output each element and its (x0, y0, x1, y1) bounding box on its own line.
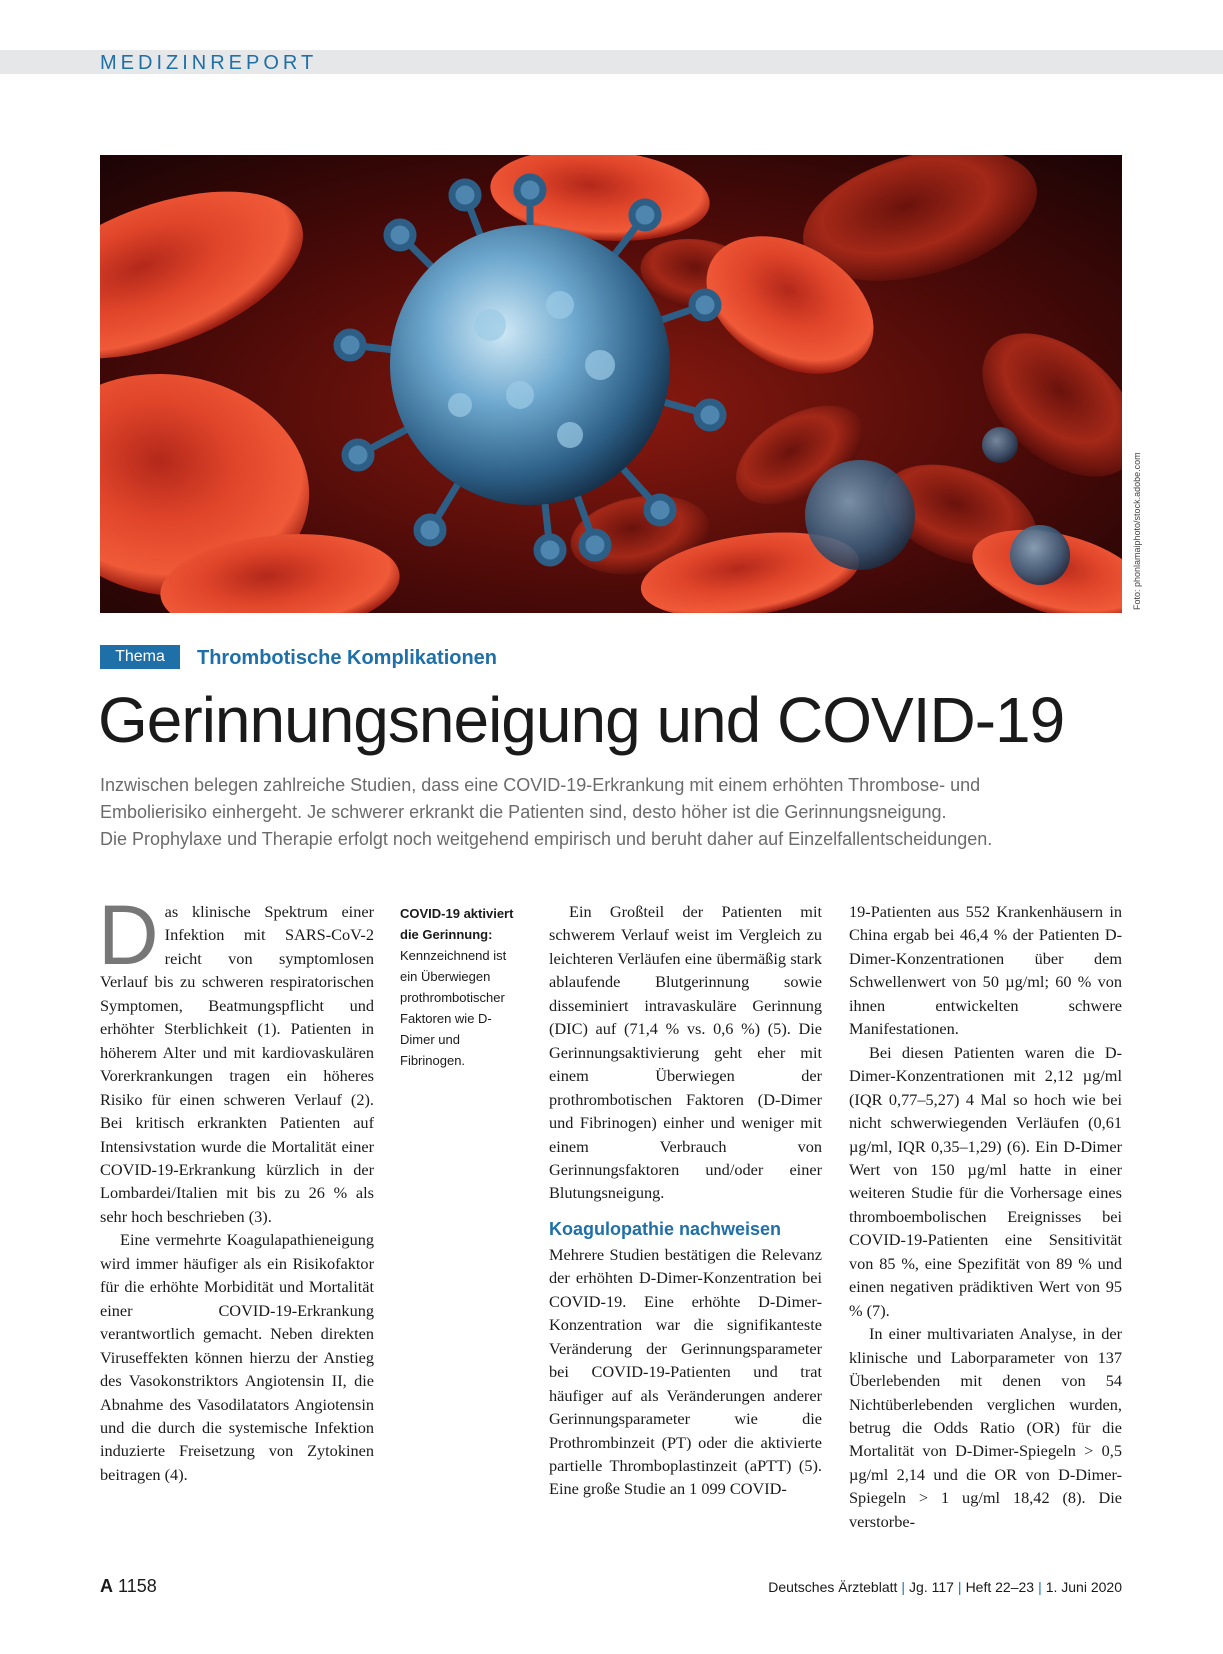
page-number (100, 1574, 157, 1598)
thema-badge: Thema (100, 645, 180, 669)
journal-name: Deutsches Ärzteblatt (768, 1579, 898, 1595)
divider: | (957, 1579, 962, 1595)
section-label: MEDIZINREPORT (100, 52, 318, 74)
lead-line: Embolierisiko einhergeht. Je schwerer erkrankt die Patienten sind, desto höher ist die Gerinnungsneigung. (100, 802, 947, 822)
margin-note-title: die Gerinnung: (400, 927, 493, 942)
body-paragraph: Mehrere Studien bestätigen die Relevanz der erhöhten D-Dimer-Konzentration bei COVID-19. Eine erhöhte D-Dimer-Konzentration war die signifikanteste Veränderung der Gerinnungsparameter bei COVID-19-Patienten und trat häufiger auf als Veränderungen anderer Gerinnungsparameter wie die Prothrombinzeit (PT) oder die aktivierte partielle Thromboplastinzeit (aPTT) (5). Eine große Studie an 1 099 COVID- (549, 1244, 822, 1499)
hero-image (100, 155, 1122, 613)
page-prefix: A (100, 1576, 113, 1596)
journal-volume: Jg. 117 (909, 1579, 954, 1595)
lead-line: Inzwischen belegen zahlreiche Studien, dass eine COVID-19-Erkrankung mit einem erhöhten Thrombose- und (100, 775, 981, 795)
body-paragraph: 19-Patienten aus 552 Krankenhäusern in China ergab bei 46,4 % der Patienten D-Dimer-Konzentrationen über dem Schwellenwert von 50 µg/ml; 60 % von ihnen entwickelten schwere Manifestationen. (849, 902, 1122, 1039)
divider: | (901, 1579, 906, 1595)
body-column-4 (849, 900, 1122, 1533)
photo-credit: Foto: phonlamaiphoto/stock.adobe.com (1132, 452, 1142, 610)
margin-note-title: COVID-19 aktiviert (400, 906, 514, 921)
body-paragraph: Ein Großteil der Patienten mit schwerem Verlauf weist im Vergleich zu leichteren Verläufen eine übermäßig stark ablaufende Blutgerinnung sowie disseminiert intravaskuläre Gerinnung (DIC) auf (71,4 % vs. 0,6 %) (5). Die Gerinnungsaktivierung geht eher mit einem Überwiegen der prothrombotischen Faktoren (D-Dimer und Fibrinogen) einher und weniger mit einem Verbrauch von Gerinnungsfaktoren und/oder einer Blutungsneigung. (549, 902, 822, 1203)
body-column-1 (98, 888, 374, 1486)
body-paragraph: Eine vermehrte Koagulapathieneigung wird immer häufiger als ein Risikofaktor für die erhöhte Morbidität und Mortalität einer COVID-19-Erkrankung verantwortlich gemacht. Neben direkten Viruseffekten können hierzu der Anstieg des Vasokonstriktors Angiotensin II, die Abnahme des Vasodilatators Angiotensin und die durch die systemische Infektion induzierte Freisetzung von Zytokinen beitragen (4). (100, 1230, 374, 1484)
journal-issue: Heft 22–23 (965, 1579, 1035, 1595)
divider: | (1038, 1579, 1042, 1595)
margin-note (400, 903, 525, 1071)
article-lead (100, 772, 1120, 853)
body-column-3 (549, 900, 822, 1501)
article-title: Gerinnungsneigung und COVID-19 (98, 684, 1065, 756)
body-paragraph: In einer multivariaten Analyse, in der klinische und Laborparameter von 137 Überlebenden mit denen von 54 Nichtüberlebenden verglichen wurden, betrug die Odds Ratio (OR) für die Mortalität von D-Dimer-Spiegeln > 0,5 µg/ml 2,14 und die OR von D-Dimer-Spiegeln > 1 ug/ml 18,42 (8). Die verstorbe- (849, 1324, 1122, 1531)
body-paragraph: Bei diesen Patienten waren die D-Dimer-Konzentrationen mit 2,12 µg/ml (IQR 0,77–5,27) 4 Mal so hoch wie bei nicht schwerwiegenden Verläufen (0,61 µg/ml, IQR 0,35–1,29) (6). Ein D-Dimer Wert von 150 µg/ml hatte in einer weiteren Studie für die Vorhersage eines thromboembolischen Ereignisses bei COVID-19-Patienten eine Sensitivität von 85 %, eine Spezifität von 89 % und einen negativen prädiktiven Wert von 95 % (7). (849, 1042, 1122, 1320)
journal-date: 1. Juni 2020 (1045, 1579, 1122, 1595)
lead-line: Die Prophylaxe und Therapie erfolgt noch weitgehend empirisch und beruht daher auf Einzelfallentscheidungen. (100, 829, 993, 849)
body-paragraph (98, 888, 374, 1228)
section-subheading: Koagulopathie nachweisen (549, 1218, 782, 1239)
journal-footer (768, 1576, 1122, 1598)
margin-note-body: Kennzeichnend ist ein Überwiegen prothrombotischer Faktoren wie D-Dimer und Fibrinogen. (400, 948, 507, 1068)
page-number-value: 1158 (118, 1576, 157, 1596)
coronavirus-blood-cells-photo (100, 155, 1122, 613)
drop-cap: D (98, 888, 159, 982)
topic-label: Thrombotische Komplikationen (197, 647, 498, 669)
paragraph-text: as klinische Spektrum einer Infektion mit SARS-CoV-2 reicht von symptomlosen Verlauf bis zu schweren respiratorischen Symptomen, Beatmungspflicht und erhöhter Sterblichkeit (1). Patienten in höherem Alter und mit kardiovaskulären Vorerkrankungen tragen ein höheres Risiko für einen schweren Verlauf (2). Bei kritisch erkrankten Patienten auf Intensivstation wurde die Mortalität einer COVID-19-Erkrankung kürzlich in der Lombardei/Italien mit bis zu 26 % als sehr hoch beschrieben (3). (100, 902, 374, 1226)
